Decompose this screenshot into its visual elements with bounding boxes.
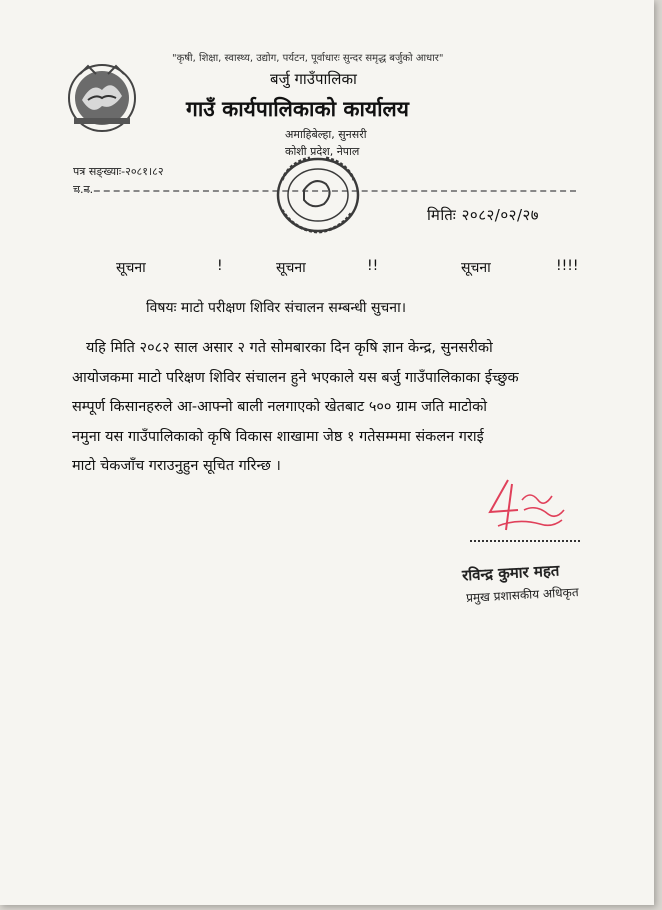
body-line: यहि मिति २०८२ साल असार २ गते सोमबारका दिन कृषि ज्ञान केन्द्र, सुनसरीको <box>86 340 493 356</box>
body-line: नमुना यस गाउँपालिकाको कृषि विकास शाखामा जेष्ठ १ गतेसम्ममा संकलन गराई <box>72 428 484 445</box>
notice-heading-2: सूचना <box>276 260 306 276</box>
body-line: माटो चेकजाँच गराउनुहुन सूचित गरिन्छ । <box>72 458 281 474</box>
notice-heading-1: सूचना <box>116 260 146 276</box>
notice-mark-1: ! <box>217 258 223 274</box>
notice-heading-3: सूचना <box>461 260 491 276</box>
address-line-2: कोशी प्रदेश, नेपाल <box>285 145 360 158</box>
motto-text: "कृषी, शिक्षा, स्वास्थ्य, उद्योग, पर्यटन, पूर्वाधारः सुन्दर समृद्ध बर्जुको आधार" <box>172 53 444 64</box>
notice-body <box>72 334 586 482</box>
letter-number: पत्र सङ्ख्याः-२०८१।८२ <box>73 165 164 178</box>
body-line: आयोजकमा माटो परिक्षण शिविर संचालन हुने भएकाले यस बर्जु गाउँपालिकाका ईच्छुक <box>72 369 519 386</box>
handwritten-signature <box>478 470 568 540</box>
dispatch-number: च.न. <box>73 183 94 196</box>
notice-mark-2: !! <box>367 258 379 274</box>
signatory-title: प्रमुख प्रशासकीय अधिकृत <box>465 585 579 605</box>
subject-line: विषयः माटो परीक्षण शिविर संचालन सम्बन्धी सुचना। <box>146 300 406 316</box>
signature-line <box>470 540 580 542</box>
body-line: सम्पूर्ण किसानहरुले आ-आफ्नो बाली नलगाएको खेतबाट ५०० ग्राम जति माटोको <box>72 399 488 415</box>
office-title: गाउँ कार्यपालिकाको कार्यालय <box>186 97 409 121</box>
letter-date: मितिः २०८२/०२/२७ <box>427 206 540 224</box>
signatory-name: रविन्द्र कुमार महत <box>461 561 560 585</box>
office-stamp-icon <box>270 150 366 240</box>
organization-name: बर्जु गाउँपालिका <box>270 70 357 88</box>
address-line-1: अमाहिबेल्हा, सुनसरी <box>285 128 367 141</box>
nepal-government-emblem-icon <box>66 60 138 136</box>
notice-mark-3: !!!! <box>556 258 579 274</box>
reference-block <box>73 163 164 199</box>
